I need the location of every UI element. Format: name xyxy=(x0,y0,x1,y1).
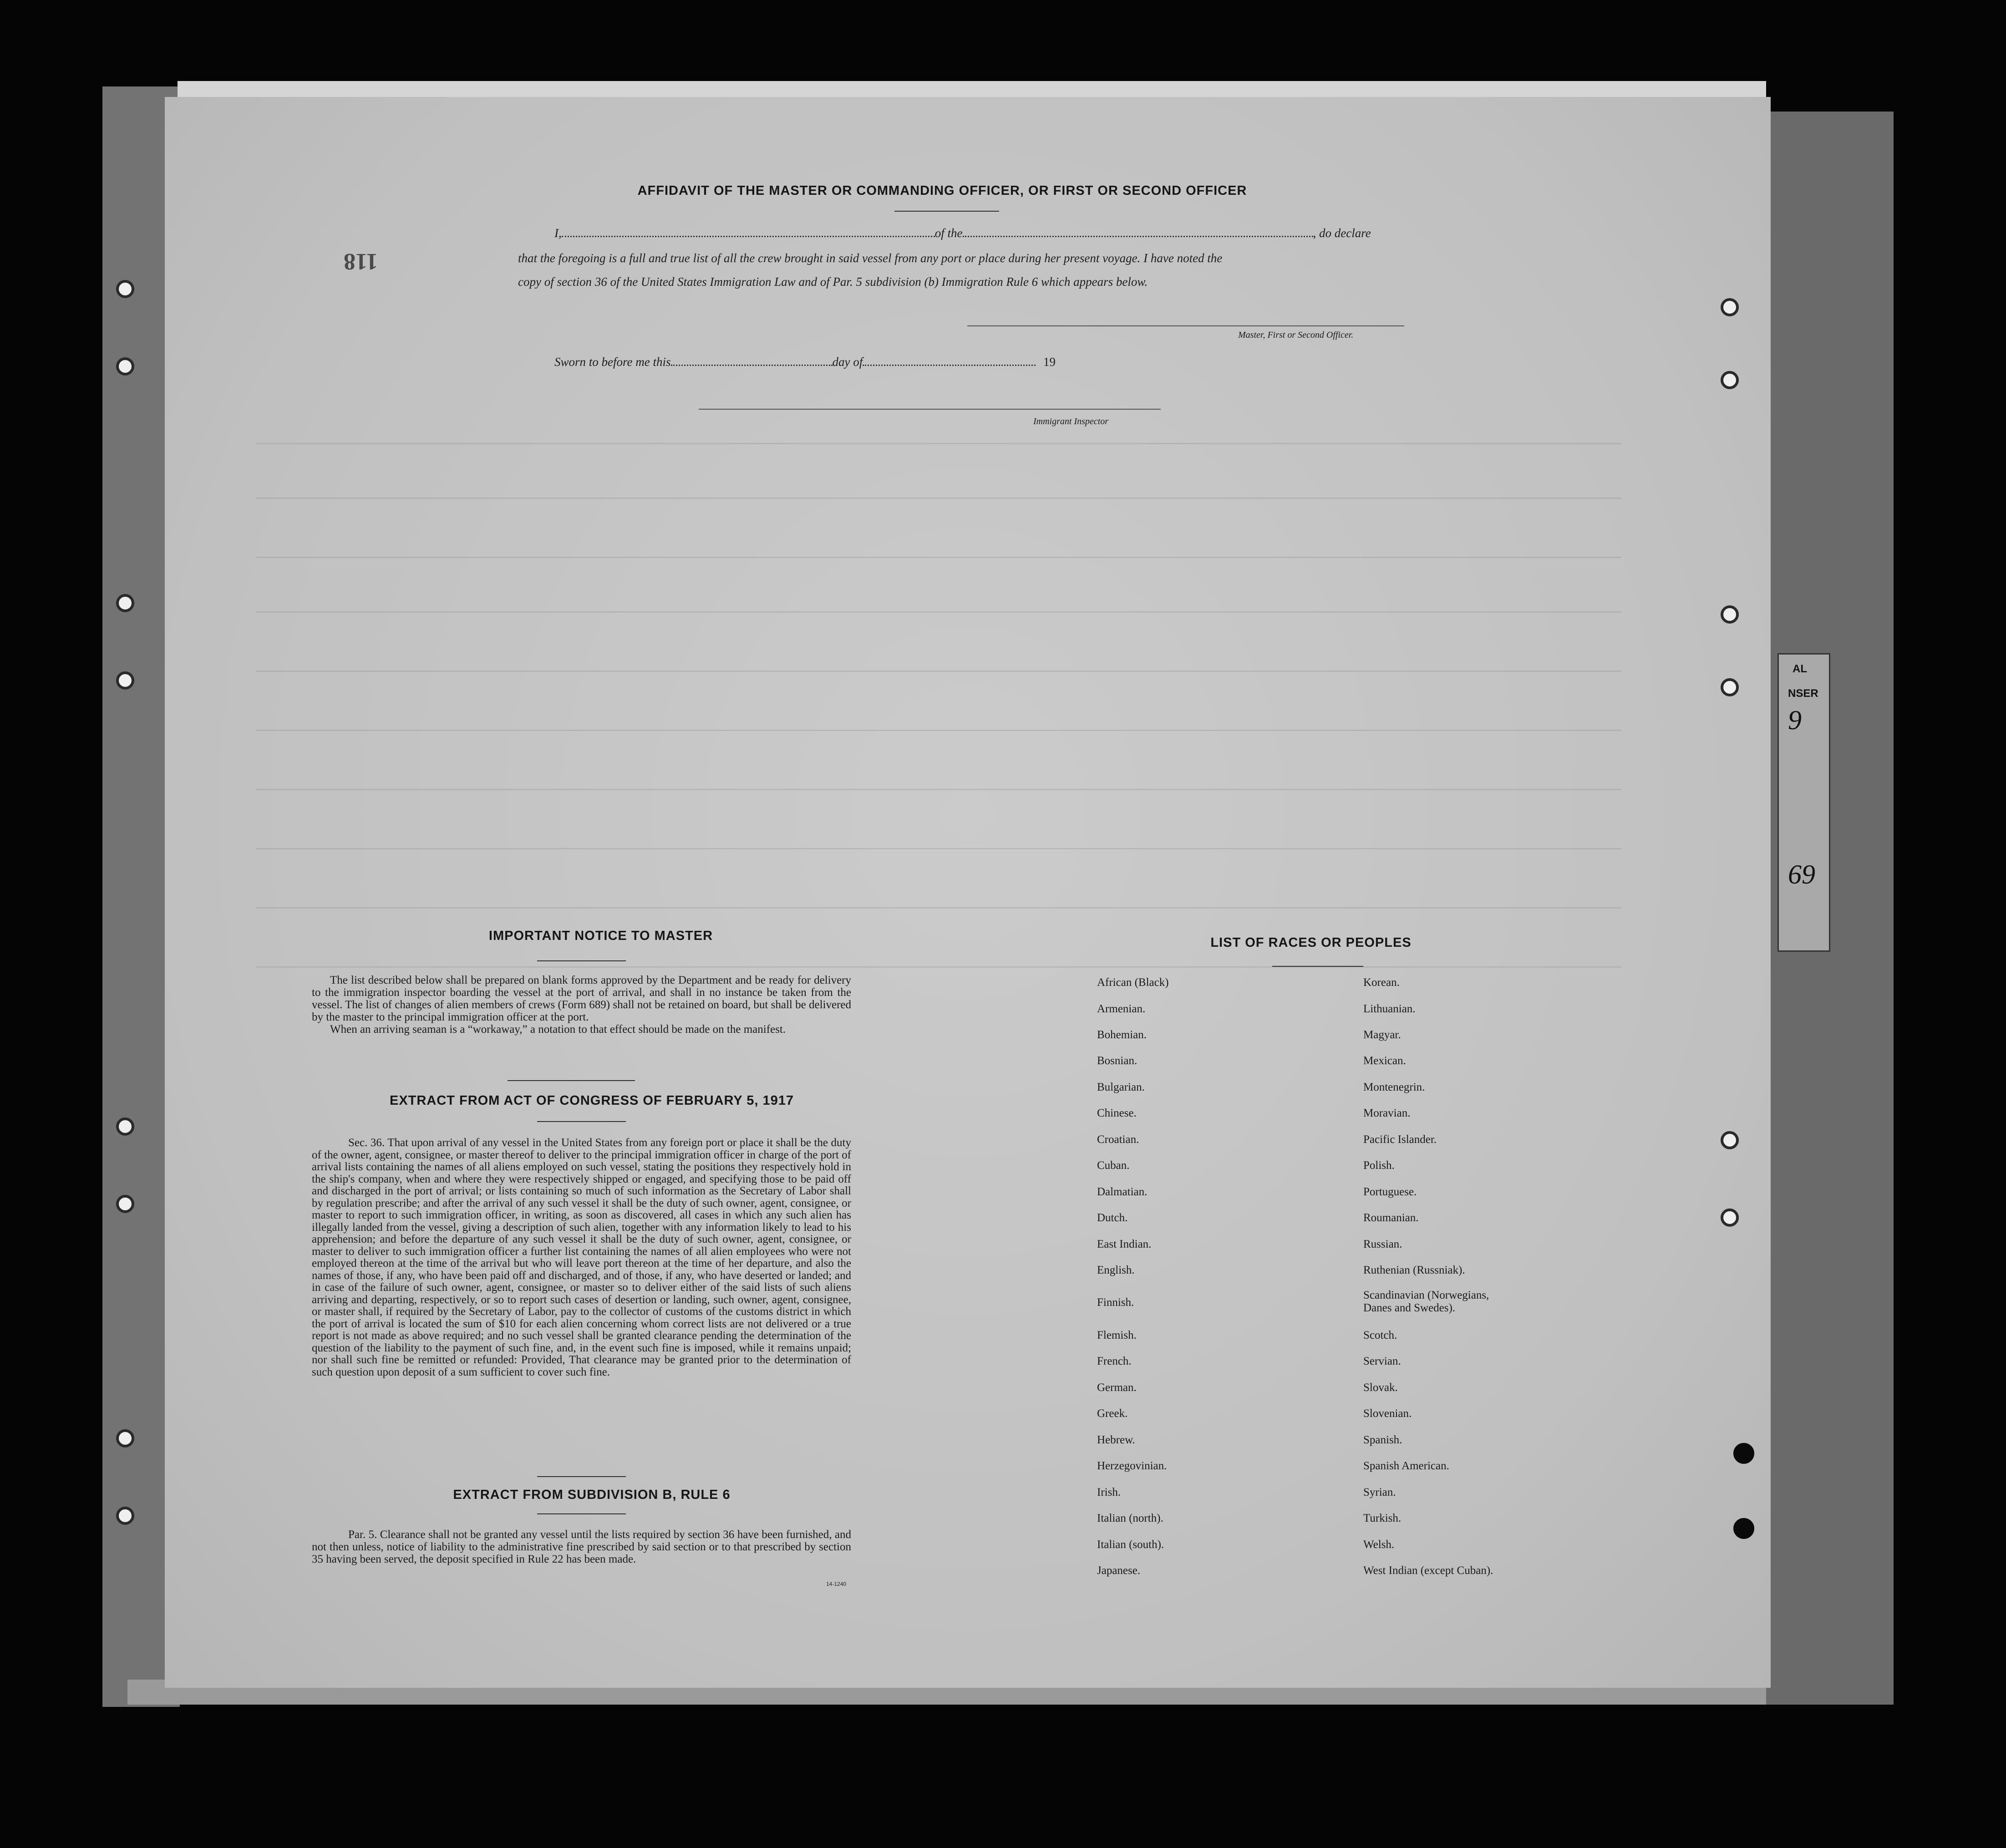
race-item: Turkish. xyxy=(1363,1512,1402,1524)
extract-act-text: Sec. 36. That upon arrival of any vessel in the United States from any foreign port or place it shall be the duty of the owner, agent, consignee, or master thereof to deliver to the principal immigration officer in charge of the port of arrival lists containing the names of all aliens employed on such vessel, stating the positions they respectively hold in the ship's company, when and where they were respectively shipped or engaged, and specifying those to be paid off and discharged in the port of arrival; or lists containing so much of such information as the Secretary of Labor shall by regulation prescribe; and after the arrival of any such vessel it shall be the duty of such owner, agent, consignee, or master to report to such immigration officer, in writing, as soon as discovered, all cases in which any such alien has illegally landed from the vessel, giving a description of such alien, together with any information likely to lead to his apprehension; and before the departure of any such vessel it shall be the duty of such owner, agent, consignee, or master to deliver to such immigration officer a further list containing the names of all alien employees who were not employed thereon at the time of the arrival but who will leave port thereon at the time of her departure, and also the names of those, if any, who have been paid off and discharged, and of those, if any, who have deserted or landed; and in case of the failure of such owner, agent, consignee, or master so to deliver either of the said lists of such aliens arriving and departing, respectively, or so to report such cases of desertion or landing, such owner, agent, consignee, or master shall, if required by the Secretary of Labor, pay to the collector of customs of the customs district in which the port of arrival is located the sum of $10 for each alien concerning whom correct lists are not delivered or a true report is not made as above required; and no such vessel shall be granted clearance pending the determination of the question of the liability to the payment of such fine, and, in the event such fine is imposed, while it remains unpaid; nor shall such fine be remitted or refunded: Provided, That clearance may be granted prior to the determination of such question upon deposit of a sum sufficient to cover such fine. xyxy=(312,1137,851,1378)
race-item: Greek. xyxy=(1097,1407,1128,1420)
affidavit-i: I, xyxy=(554,226,562,240)
inspector-label: Immigrant Inspector xyxy=(1033,416,1108,426)
race-item: Pacific Islander. xyxy=(1363,1133,1437,1146)
document-page xyxy=(165,97,1771,1688)
race-item: Irish. xyxy=(1097,1486,1121,1498)
race-item: Slovenian. xyxy=(1363,1407,1412,1420)
master-signature-line[interactable] xyxy=(967,325,1404,326)
section-rule-1 xyxy=(508,1080,635,1081)
punch-hole-dark-icon xyxy=(1733,1443,1754,1464)
race-item: Bohemian. xyxy=(1097,1029,1147,1041)
races-title: LIST OF RACES OR PEOPLES xyxy=(1210,935,1412,950)
vessel-name-field[interactable] xyxy=(963,236,1313,237)
backing-sheet-top xyxy=(178,81,1766,99)
race-item: Roumanian. xyxy=(1363,1212,1419,1224)
race-item: Italian (south). xyxy=(1097,1538,1164,1551)
race-item: Dalmatian. xyxy=(1097,1186,1148,1198)
race-item: Cuban. xyxy=(1097,1159,1130,1172)
race-item: Hebrew. xyxy=(1097,1434,1135,1446)
race-item: Herzegovinian. xyxy=(1097,1460,1167,1472)
race-item: Korean. xyxy=(1363,976,1400,989)
race-item: Magyar. xyxy=(1363,1029,1401,1041)
sworn-day-of: day of xyxy=(832,355,863,369)
race-item: Scotch. xyxy=(1363,1329,1397,1341)
race-item: Finnish. xyxy=(1097,1296,1134,1309)
punch-hole-icon xyxy=(116,594,134,612)
affidavit-of-the: of the xyxy=(934,226,963,240)
tab-label-line2: NSER xyxy=(1788,687,1818,700)
race-item: Japanese. xyxy=(1097,1564,1141,1577)
race-item: Polish. xyxy=(1363,1159,1395,1172)
extract-act-title: EXTRACT FROM ACT OF CONGRESS OF FEBRUARY 5, 1917 xyxy=(389,1093,794,1108)
sworn-date-field[interactable] xyxy=(671,365,833,366)
tab-digits-2: 69 xyxy=(1788,859,1815,889)
race-item: East Indian. xyxy=(1097,1238,1152,1250)
race-item: Russian. xyxy=(1363,1238,1402,1250)
extract-act-rule xyxy=(537,1121,626,1122)
race-item: Lithuanian. xyxy=(1363,1003,1416,1015)
punch-hole-icon xyxy=(116,1429,134,1447)
affidavit-declare: , do declare xyxy=(1313,226,1371,240)
race-item: Bulgarian. xyxy=(1097,1081,1145,1093)
race-item: French. xyxy=(1097,1355,1132,1367)
form-number: 14-1240 xyxy=(826,1581,847,1587)
race-item: English. xyxy=(1097,1264,1135,1276)
punch-hole-icon xyxy=(116,1195,134,1213)
sworn-line xyxy=(554,355,1056,369)
race-item: Flemish. xyxy=(1097,1329,1137,1341)
punch-hole-icon xyxy=(116,357,134,376)
race-item: African (Black) xyxy=(1097,976,1169,989)
race-item: Scandinavian (Norwegians, Danes and Swedes). xyxy=(1363,1289,1489,1314)
punch-hole-icon xyxy=(116,1507,134,1525)
race-item: Dutch. xyxy=(1097,1212,1128,1224)
section-rule-2 xyxy=(537,1476,626,1477)
race-item: Syrian. xyxy=(1363,1486,1396,1498)
punch-hole-icon xyxy=(1721,1208,1739,1227)
race-item: Mexican. xyxy=(1363,1055,1406,1067)
inspector-signature-line[interactable] xyxy=(699,409,1161,410)
race-item: Chinese. xyxy=(1097,1107,1137,1119)
notice-title-rule xyxy=(537,960,626,961)
race-item: Croatian. xyxy=(1097,1133,1139,1146)
extract-rule-text: Par. 5. Clearance shall not be granted any vessel until the lists required by section 36 have been furnished, and not then unless, notice of liability to the administrative fine prescribed by said section or to that prescribed by section 35 having been served, the deposit specified in Rule 22 has been made. xyxy=(312,1528,851,1565)
tab-digit: 9 xyxy=(1788,705,1802,735)
sworn-month-field[interactable] xyxy=(863,365,1036,366)
race-item: German. xyxy=(1097,1381,1137,1394)
notice-title: IMPORTANT NOTICE TO MASTER xyxy=(488,929,713,943)
race-item: Portuguese. xyxy=(1363,1186,1417,1198)
master-name-field[interactable] xyxy=(562,236,935,237)
race-item: Moravian. xyxy=(1363,1107,1411,1119)
affidavit-title: AFFIDAVIT OF THE MASTER OR COMMANDING OFFICER, OR FIRST OR SECOND OFFICER xyxy=(637,183,1247,198)
punch-hole-icon xyxy=(1721,371,1739,389)
extract-rule-title: EXTRACT FROM SUBDIVISION B, RULE 6 xyxy=(453,1488,731,1502)
notice-paragraph-1: The list described below shall be prepared on blank forms approved by the Department and be ready for delivery to the immigration inspector boarding the vessel at the port of arrival, and shall in no instance be taken from the vessel. The list of changes of alien members of crews (Form 689) shall not be retained on board, but shall be delivered by the master to the principal immigration officer at the port. xyxy=(312,974,851,1023)
tab-label-line1: AL xyxy=(1793,663,1807,675)
affidavit-title-rule xyxy=(894,211,999,212)
notice-paragraph-2: When an arriving seaman is a “workaway,” a notation to that effect should be made on the manifest. xyxy=(330,1023,786,1036)
affidavit-line1 xyxy=(554,226,1406,240)
affidavit-line2: that the foregoing is a full and true list of all the crew brought in said vessel from any port or place during her present voyage. I have noted the xyxy=(518,251,1223,265)
races-title-rule xyxy=(1272,966,1363,967)
race-item: Montenegrin. xyxy=(1363,1081,1425,1093)
race-item: Ruthenian (Russniak). xyxy=(1363,1264,1465,1276)
punch-hole-dark-icon xyxy=(1733,1518,1754,1539)
punch-hole-icon xyxy=(1721,605,1739,624)
punch-hole-icon xyxy=(116,280,134,298)
affidavit-line3: copy of section 36 of the United States Immigration Law and of Par. 5 subdivision (b) Immigration Rule 6 which appears below. xyxy=(518,275,1148,289)
race-item: Spanish. xyxy=(1363,1434,1402,1446)
punch-hole-icon xyxy=(1721,678,1739,696)
extract-rule-rule xyxy=(537,1513,626,1514)
race-item: Bosnian. xyxy=(1097,1055,1138,1067)
sworn-year: 19 xyxy=(1043,355,1056,369)
stamp-number: 118 xyxy=(344,249,378,274)
race-item: West Indian (except Cuban). xyxy=(1363,1564,1493,1577)
punch-hole-icon xyxy=(116,671,134,690)
race-item: Slovak. xyxy=(1363,1381,1398,1394)
punch-hole-icon xyxy=(116,1117,134,1136)
punch-hole-icon xyxy=(1721,1131,1739,1149)
punch-hole-icon xyxy=(1721,298,1739,316)
race-item: Armenian. xyxy=(1097,1003,1146,1015)
race-item: Spanish American. xyxy=(1363,1460,1449,1472)
underlying-tab xyxy=(1777,653,1830,952)
race-item: Welsh. xyxy=(1363,1538,1395,1551)
race-item: Servian. xyxy=(1363,1355,1401,1367)
race-item: Italian (north). xyxy=(1097,1512,1163,1524)
sworn-prefix: Sworn to before me this xyxy=(554,355,671,369)
master-signature-label: Master, First or Second Officer. xyxy=(1238,330,1354,340)
